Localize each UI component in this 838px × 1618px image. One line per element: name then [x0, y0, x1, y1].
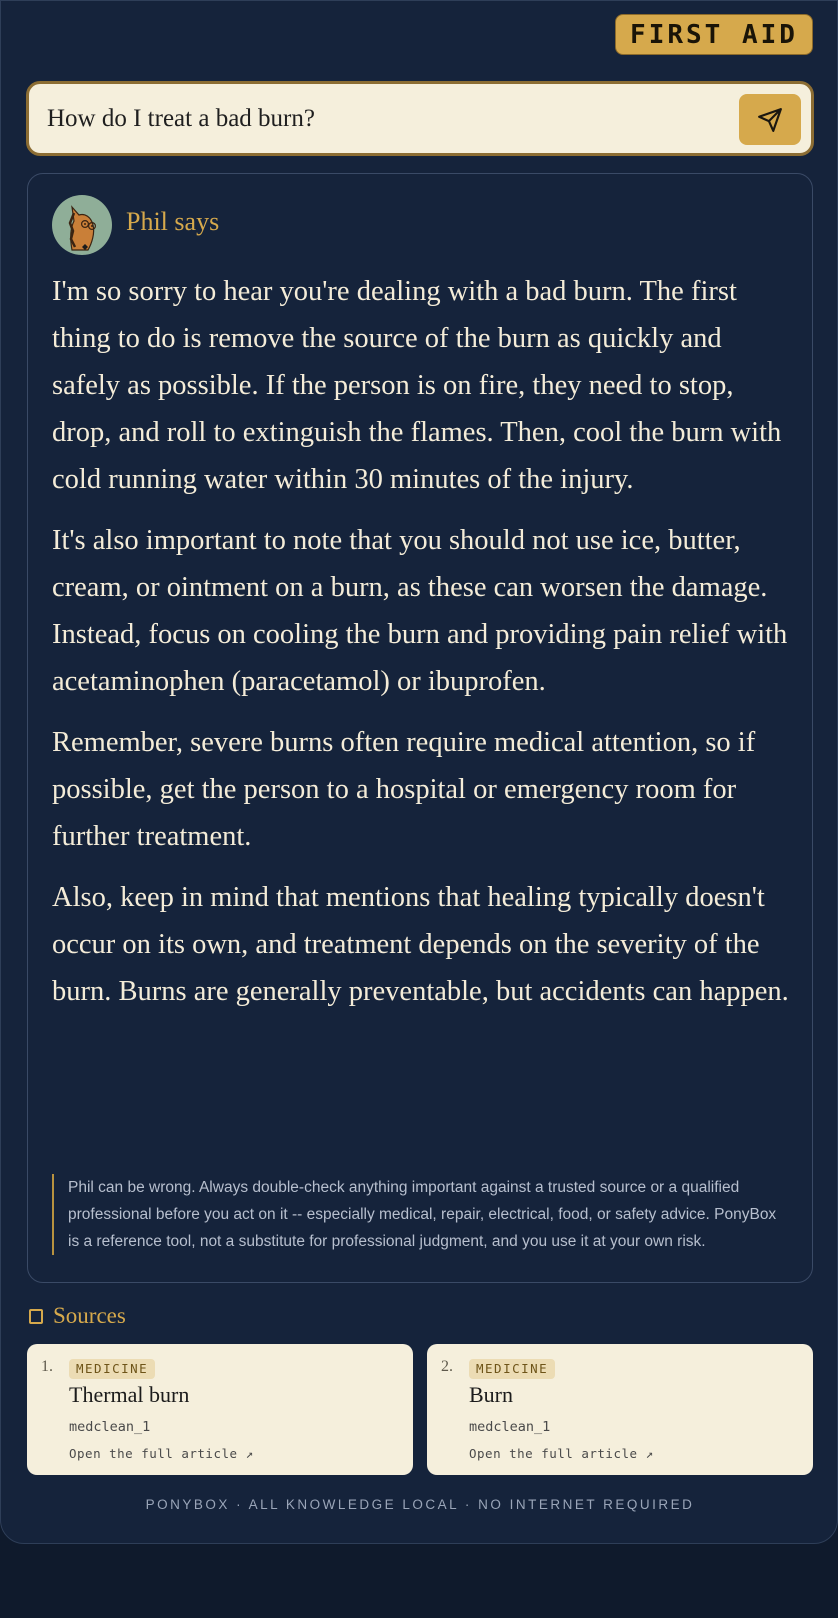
- answer-paragraph: I'm so sorry to hear you're dealing with a bad burn. The first thing to do is remove the source of the burn as quickly and safely as possible. If the person is on fire, they need to stop, drop, and roll to extinguish the flames. Then, cool the burn with cold running water within 30 minutes of the injury.: [52, 276, 782, 495]
- sources-heading: [29, 1301, 126, 1331]
- source-number: 1.: [41, 1358, 53, 1375]
- answer-text: [52, 268, 794, 1029]
- source-title: Thermal burn: [69, 1382, 190, 1407]
- book-icon: [29, 1309, 43, 1324]
- answer-paragraph: Remember, severe burns often require medical attention, so if possible, get the person to a hospital or emergency room for further treatment.: [52, 727, 756, 852]
- pony-icon: [52, 195, 112, 255]
- disclaimer: Phil can be wrong. Always double-check anything important against a trusted source or a qualified professional before you act on it -- especially medical, repair, electrical, food, or safety advice. PonyBox is a reference tool, not a substitute for professional judgment, and you use it at your own risk.: [52, 1174, 790, 1255]
- search-input[interactable]: [47, 84, 697, 153]
- source-dataset: medclean_1: [469, 1419, 551, 1435]
- source-dataset: medclean_1: [69, 1419, 151, 1435]
- answer-card: [27, 173, 813, 1283]
- first-aid-badge: FIRST AID: [615, 14, 813, 55]
- answer-paragraph: It's also important to note that you should not use ice, butter, cream, or ointment on a burn, as these can worsen the damage. Instead, focus on cooling the burn and providing pain relief with acetaminophen (paracetamol) or ibuprofen.: [52, 525, 788, 697]
- open-article-link[interactable]: Open the full article ↗: [469, 1446, 654, 1461]
- send-button[interactable]: [739, 94, 801, 145]
- source-title: Burn: [469, 1382, 513, 1407]
- source-card-1[interactable]: [27, 1344, 413, 1475]
- sources-heading-label: Sources: [53, 1303, 126, 1328]
- phil-avatar: [52, 195, 112, 255]
- footer-text: PONYBOX · ALL KNOWLEDGE LOCAL · NO INTERNET REQUIRED: [145, 1497, 695, 1512]
- speaker-label: Phil says: [126, 207, 220, 236]
- source-number: 2.: [441, 1358, 453, 1375]
- search-bar: [26, 81, 814, 156]
- category-tag: MEDICINE: [69, 1359, 155, 1379]
- open-article-link[interactable]: Open the full article ↗: [69, 1446, 254, 1461]
- send-icon: [757, 107, 783, 133]
- source-card-2[interactable]: [427, 1344, 813, 1475]
- category-tag: MEDICINE: [469, 1359, 555, 1379]
- answer-paragraph: Also, keep in mind that mentions that healing typically doesn't occur on its own, and treatment depends on the severity of the burn. Burns are generally preventable, but accidents can happen.: [52, 882, 789, 1007]
